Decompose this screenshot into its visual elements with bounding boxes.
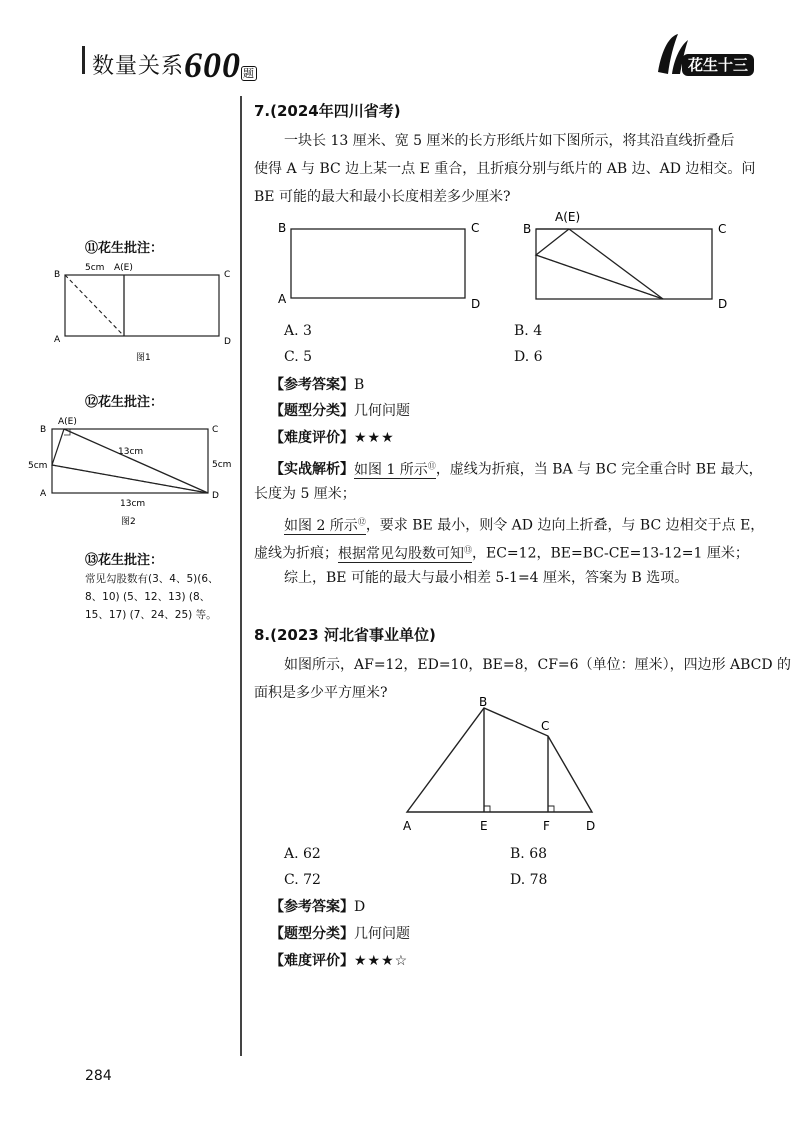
note12-edge [64,429,208,493]
logo-text: 花生十三 [687,56,749,74]
note11-label-B: B [54,270,61,280]
note12-figure [28,412,240,530]
q7-difficulty-label: 【难度评价】 [270,430,354,446]
q8-stem-line: 如图所示，AF=12，ED=10，BE=8，CF=6（单位：厘米），四边形 ABCD 的 [284,657,792,673]
q8-label-A: A [403,819,412,833]
note12-crease [52,465,208,493]
note12-label-AE: A(E) [58,417,77,427]
q7-analysis-p1b: ，虚线为折痕，当 BA 与 BC 完全重合时 BE 最大， [435,461,763,478]
note11-title: ⑪花生批注： [85,241,164,256]
q7-analysis-p2b: ，要求 BE 最小，则令 AD 边向上折叠，与 BC 边相交于点 E， [365,517,765,534]
q8-label-C: C [541,719,550,733]
q7-analysis-label: 【实战解析】 [270,461,354,478]
q7-fig1-label-B: B [278,221,287,235]
note12-label-13cm-diag: 13cm [118,447,144,457]
q7-option-c: C. 5 [284,349,313,365]
q8-heading: 8.(2023 河北省事业单位) [254,626,436,644]
q8-right-angle-F [548,806,554,812]
q8-option-d: D. 78 [510,872,548,888]
q8-label-E: E [480,819,488,833]
q8-option-b: B. 68 [510,846,548,862]
q7-analysis-ref1-text: 如图 1 所示 [354,461,428,478]
q7-figure1 [270,212,500,312]
q8-stem-line: 面积是多少平方厘米? [254,685,388,701]
book-title [92,44,257,86]
q8-difficulty [270,947,408,975]
note12-title: ⑫花生批注： [85,395,164,410]
q7-fig2-fold [536,229,663,299]
note12-caption: 图2 [121,517,136,527]
q7-answer-label: 【参考答案】 [270,377,354,393]
q7-difficulty [270,424,395,452]
q7-answer [270,371,364,399]
q7-type [270,397,410,425]
q8-type-label: 【题型分类】 [270,926,354,942]
q7-analysis-ref2-text: 如图 2 所示 [284,517,358,534]
q7-fig1-label-D: D [471,297,481,311]
q8-difficulty-stars: ★★★☆ [354,953,409,969]
q8-right-angle-E [484,806,490,812]
q7-difficulty-stars: ★★★ [354,430,395,446]
q7-fig2-label-C: C [718,222,727,236]
q8-label-D: D [586,819,596,833]
q7-figure2 [515,205,745,315]
note11-crease [65,275,124,336]
q7-option-b: B. 4 [514,323,543,339]
note13-line: 8、10) (5、12、13) (8、 [85,591,211,603]
q7-sup12: ⑫ [357,517,366,526]
page-number: 284 [85,1068,112,1084]
note11-label-5cm: 5cm [85,263,105,273]
q8-quadrilateral [407,708,592,812]
q8-answer-value: D [354,899,366,915]
q7-fig2-label-B: B [523,222,532,236]
q8-label-B: B [479,695,488,709]
note12-label-13cm-bottom: 13cm [120,499,146,509]
q7-fig2-label-AE: A(E) [555,210,581,224]
q7-fig1-rect [291,229,465,298]
book-title-number: 600 [184,45,242,85]
q7-analysis-p2c: 虚线为折痕； [254,545,338,562]
q8-label-F: F [543,819,550,833]
note11-figure [50,258,240,368]
note13-line: 常见勾股数有(3、4、5)(6、 [85,573,219,585]
note11-label-C: C [224,270,231,280]
q8-answer-label: 【参考答案】 [270,899,354,915]
q7-stem-line: 使得 A 与 BC 边上某一点 E 重合，且折痕分别与纸片的 AB 边、AD 边相交。问 [254,161,756,177]
q8-option-c: C. 72 [284,872,321,888]
column-divider [240,96,242,1056]
q7-analysis-line4 [254,536,749,568]
q7-analysis-ref2 [284,518,366,535]
note12-label-5cm-left: 5cm [28,461,48,471]
q7-fig1-label-A: A [278,292,287,306]
note11-label-AE: A(E) [114,263,133,273]
q7-sup13: ⑬ [464,545,472,554]
q7-option-d: D. 6 [514,349,543,365]
q8-option-a: A. 62 [284,846,321,862]
q7-fig2-edge [569,229,663,299]
book-title-text: 数量关系 [92,54,185,79]
note12-rect [52,429,208,493]
q7-stem-line: 一块长 13 厘米、宽 5 厘米的长方形纸片如下图所示，将其沿直线折叠后 [284,133,735,149]
q7-fig1-label-C: C [471,221,480,235]
note11-rect [65,275,219,336]
note13-body [85,570,219,624]
note12-label-C: C [212,425,219,435]
q7-analysis-line5: 综上，BE 可能的最大与最小相差 5-1=4 厘米，答案为 B 选项。 [284,570,689,586]
q7-heading: 7.(2024年四川省考) [254,102,401,120]
note12-label-B: B [40,425,47,435]
note13-line: 15、17) (7、24、25) 等。 [85,609,217,621]
q7-analysis-ref1 [354,462,436,479]
q7-analysis-line2: 长度为 5 厘米； [254,486,356,502]
note12-label-5cm-right: 5cm [212,460,232,470]
q7-analysis-line1 [270,452,763,484]
note11-label-A: A [54,335,61,345]
q7-option-a: A. 3 [284,323,312,339]
q7-analysis-line3 [284,508,764,540]
q7-answer-value: B [354,377,365,393]
brand-logo [648,30,758,80]
q7-analysis-p2e: ，EC=12，BE=BC-CE=13-12=1 厘米； [472,545,749,562]
q7-analysis-ref3 [338,546,472,563]
q7-sup11: ⑪ [427,461,436,470]
book-title-suffix: 题 [243,67,256,80]
q7-stem-line: BE 可能的最大和最小长度相差多少厘米? [254,189,511,205]
note12-label-A: A [40,489,47,499]
note11-label-D: D [224,337,231,347]
note11-caption: 图1 [136,353,151,363]
note12-fold [52,429,208,493]
note13-title: ⑬花生批注： [85,553,164,568]
note12-label-D: D [212,491,219,501]
q8-type-value: 几何问题 [354,926,410,942]
q7-analysis-ref3-text: 根据常见勾股数可知 [338,545,464,562]
q8-type [270,920,410,948]
q7-type-label: 【题型分类】 [270,403,354,419]
q8-difficulty-label: 【难度评价】 [270,953,354,969]
q8-figure [395,692,610,837]
q7-type-value: 几何问题 [354,403,410,419]
header-bar [82,46,85,74]
q8-answer [270,893,365,921]
q7-fig2-label-D: D [718,297,728,311]
